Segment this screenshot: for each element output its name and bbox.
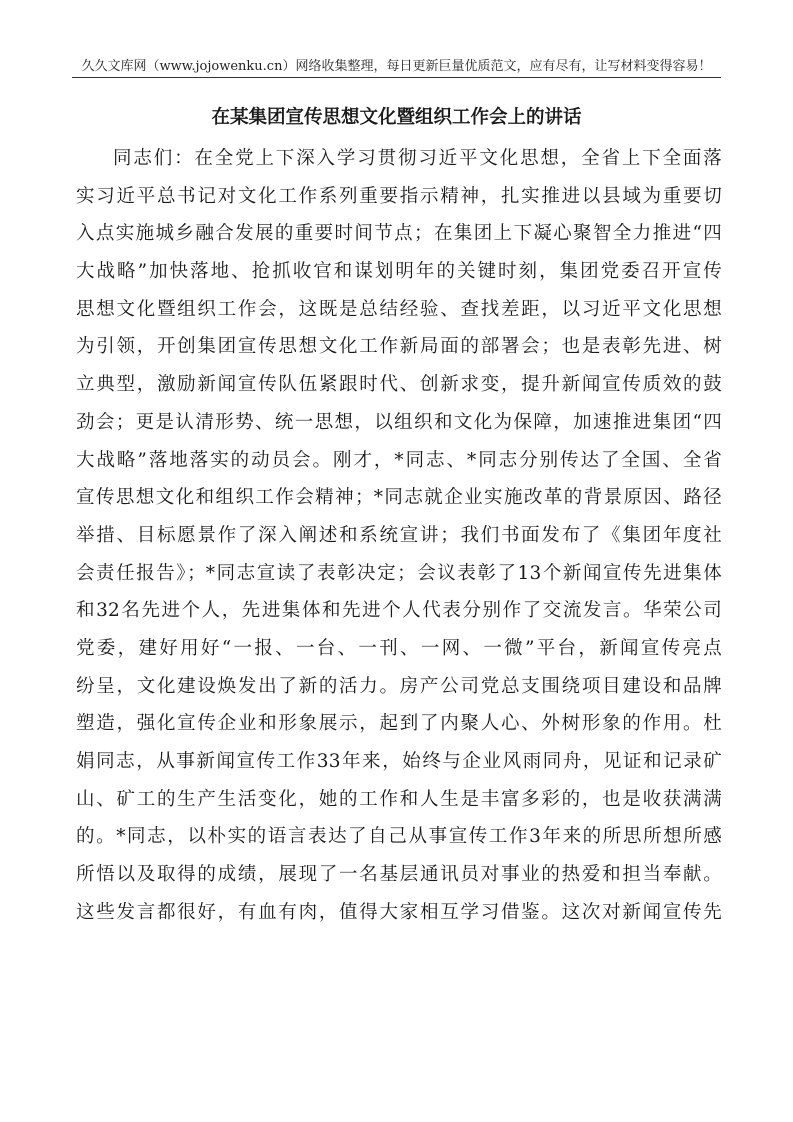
- body-line: 入点实施城乡融合发展的重要时间节点；在集团上下凝心聚智全力推进“四: [76, 223, 722, 245]
- body-line: 山、矿工的生产生活变化，她的工作和人生是丰富多彩的，也是收获满满: [76, 788, 722, 810]
- body-line: 和32名先进个人，先进集体和先进个人代表分别作了交流发言。华荣公司: [76, 600, 722, 622]
- header-divider: [72, 77, 721, 78]
- body-line: 纷呈，文化建设焕发出了新的活力。房产公司党总支围绕项目建设和品牌: [76, 675, 722, 697]
- body-line: 大战略”落地落实的动员会。刚才，*同志、*同志分别传达了全国、全省: [76, 449, 722, 471]
- body-line: 同志们：在全党上下深入学习贯彻习近平文化思想，全省上下全面落: [113, 148, 722, 169]
- body-line: 思想文化暨组织工作会，这既是总结经验、查找差距，以习近平文化思想: [76, 298, 722, 320]
- body-line: 实习近平总书记对文化工作系列重要指示精神，扎实推进以县域为重要切: [76, 185, 722, 207]
- body-line: 大战略”加快落地、抢抓收官和谋划明年的关键时刻，集团党委召开宣传: [76, 261, 722, 283]
- body-line: 的。*同志，以朴实的语言表达了自己从事宣传工作3年来的所思所想所感: [76, 826, 722, 848]
- page-header: 久久文库网（www.jojowenku.cn）网络收集整理，每日更新巨量优质范文，应有尽有，让写材料变得容易！: [81, 59, 712, 74]
- body-line: 所悟以及取得的成绩，展现了一名基层通讯员对事业的热爱和担当奉献。: [76, 864, 722, 886]
- document-title: 在某集团宣传思想文化暨组织工作会上的讲话: [211, 107, 582, 128]
- body-line: 劲会；更是认清形势、统一思想，以组织和文化为保障，加速推进集团“四: [76, 411, 722, 433]
- body-line: 宣传思想文化和组织工作会精神；*同志就企业实施改革的背景原因、路径: [76, 487, 722, 509]
- body-line: 这些发言都很好，有血有肉，值得大家相互学习借鉴。这次对新闻宣传先: [76, 901, 722, 923]
- body-line: 塑造，强化宣传企业和形象展示，起到了内聚人心、外树形象的作用。杜: [76, 713, 722, 735]
- body-paragraph: [76, 140, 722, 931]
- body-line: 党委，建好用好“一报、一台、一刊、一网、一微”平台，新闻宣传亮点: [76, 637, 722, 659]
- body-line: 会责任报告》；*同志宣读了表彰决定；会议表彰了13个新闻宣传先进集体: [76, 562, 722, 584]
- body-line: 娟同志，从事新闻宣传工作33年来，始终与企业风雨同舟，见证和记录矿: [76, 751, 722, 772]
- body-line: 立典型，激励新闻宣传队伍紧跟时代、创新求变，提升新闻宣传质效的鼓: [76, 374, 722, 396]
- body-line: 举措、目标愿景作了深入阐述和系统宣讲；我们书面发布了《集团年度社: [76, 524, 722, 546]
- body-line: 为引领，开创集团宣传思想文化工作新局面的部署会；也是表彰先进、树: [76, 336, 722, 358]
